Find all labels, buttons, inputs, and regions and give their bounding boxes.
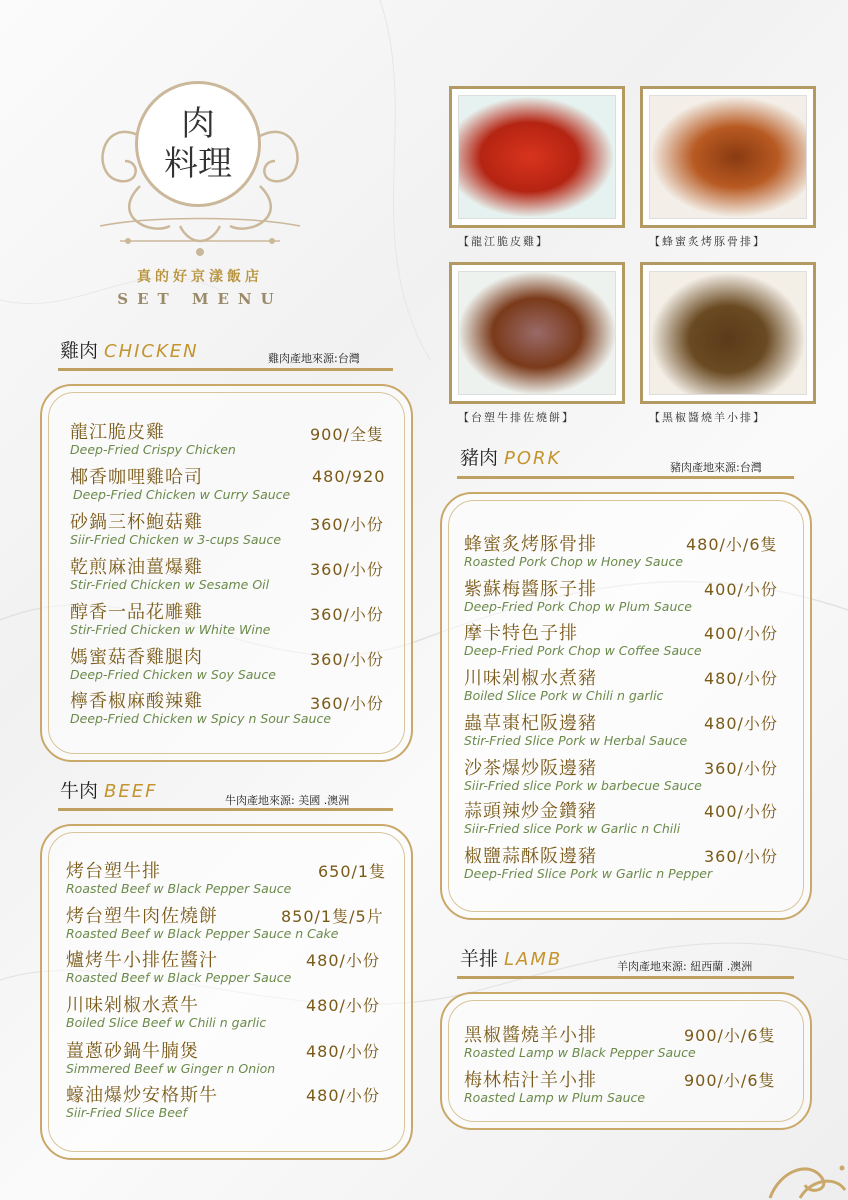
menu-item [464,664,778,703]
item-price: 900/小/6隻 [684,1071,776,1090]
item-name-en: Deep-Fried Chicken w Soy Sauce [70,667,276,682]
item-name-en: Deep-Fried Pork Chop w Plum Sauce [464,599,692,614]
item-name-zh: 椰香咖哩雞哈司 [70,467,203,488]
photo-caption: 【黑椒醬燒羊小排】 [649,411,766,424]
title-line1: 肉 [181,104,215,144]
roast-chicken-photo-icon [458,95,616,219]
section-title-zh: 雞肉 [60,340,99,362]
item-name-zh: 川味剁椒水煮豬 [464,668,597,689]
menu-item [70,508,384,547]
item-name-zh: 椒鹽蒜酥阪邊豬 [464,846,597,867]
origin-note: 牛肉產地來源: 美國 .澳洲 [225,794,350,807]
photo-pork-rib [640,86,816,228]
menu-item [464,619,778,658]
section-heading-chicken [60,336,199,363]
item-name-zh: 蒜頭辣炒金鑽豬 [464,801,597,822]
item-name-en: Roasted Pork Chop w Honey Sauce [464,554,684,569]
item-name-en: Stir-Fried Slice Pork w Herbal Sauce [464,733,688,748]
menu-item [464,1066,776,1105]
pork-rib-photo-icon [649,95,807,219]
title-circle [135,81,261,207]
item-name-zh: 烤台塑牛肉佐燒餅 [66,906,218,927]
photo-beef-steak [449,262,625,404]
menu-item [70,643,384,682]
menu-item [66,857,387,896]
item-name-zh: 黑椒醬燒羊小排 [464,1025,597,1046]
item-name-en: Boiled Slice Pork w Chili n garlic [464,688,664,703]
menu-item [464,797,778,836]
item-price: 360/小份 [704,847,778,866]
item-name-en: Siir-Fried Chicken w 3-cups Sauce [70,532,282,547]
item-name-zh: 薑蔥砂鍋牛腩煲 [66,1041,199,1062]
lamb-menu-frame [440,992,812,1130]
lamb-chop-photo-icon [649,271,807,395]
item-name-en: Roasted Beef w Black Pepper Sauce [66,970,292,985]
item-name-en: Deep-Fried Crispy Chicken [70,442,236,457]
section-heading-beef [60,776,157,803]
item-price: 360/小份 [310,560,384,579]
section-title-en: BEEF [104,781,158,802]
section-heading-lamb [460,944,562,971]
item-name-zh: 蟲草棗杞阪邊豬 [464,713,597,734]
section-title-en: LAMB [504,949,563,970]
menu-item [70,418,384,457]
item-name-en: Deep-Fried Slice Pork w Garlic n Pepper [464,866,713,881]
item-name-zh: 梅林桔汁羊小排 [464,1070,597,1091]
item-name-zh: 摩卡特色子排 [464,623,578,644]
item-name-en: Siir-Fried Slice Beef [66,1105,188,1120]
item-price: 850/1隻/5片 [281,907,384,926]
item-price: 400/小份 [704,624,778,643]
item-name-en: Siir-Fried slice Pork w barbecue Sauce [464,778,702,793]
item-name-zh: 醇香一品花雕雞 [70,602,203,623]
menu-item [464,575,778,614]
item-name-en: Stir-Fried Chicken w White Wine [70,622,271,637]
section-rule [457,476,794,479]
photo-caption: 【台塑牛排佐燒餅】 [458,411,575,424]
item-name-zh: 沙茶爆炒阪邊豬 [464,758,597,779]
item-price: 480/小份 [306,996,380,1015]
item-price: 650/1隻 [318,862,387,881]
section-rule [58,808,393,811]
menu-item [66,946,380,985]
item-name-zh: 川味剁椒水煮牛 [66,995,199,1016]
item-price: 480/小份 [306,1042,380,1061]
section-rule [58,368,393,371]
item-name-en: Boiled Slice Beef w Chili n garlic [66,1015,267,1030]
menu-item [66,902,384,941]
menu-item [66,991,380,1030]
section-title-zh: 牛肉 [60,780,99,802]
section-title-en: CHICKEN [104,341,199,362]
section-title-zh: 豬肉 [460,447,499,469]
item-name-zh: 檸香椒麻酸辣雞 [70,691,203,712]
menu-item [464,709,778,748]
item-price: 400/小份 [704,580,778,599]
item-name-zh: 蠔油爆炒安格斯牛 [66,1085,218,1106]
menu-item [464,1021,776,1060]
menu-item [464,530,778,569]
title-block [60,76,340,316]
item-name-zh: 蜂蜜炙烤豚骨排 [464,534,597,555]
item-name-en: Roasted Beef w Black Pepper Sauce n Cake [66,926,339,941]
item-name-en: Deep-Fried Chicken w Curry Sauce [73,487,291,502]
beef-steak-photo-icon [458,271,616,395]
title-line2: 料理 [164,144,232,184]
item-price: 480/小份 [704,714,778,733]
item-price: 480/小份 [306,951,380,970]
item-name-zh: 烤台塑牛排 [66,861,161,882]
section-title-zh: 羊排 [460,948,499,970]
set-menu-label: SET MENU [117,290,283,308]
menu-item [66,1081,380,1120]
item-price: 360/小份 [310,650,384,669]
item-price: 480/小/6隻 [686,535,778,554]
restaurant-name: 真的好京漾飯店 [137,269,263,285]
item-name-zh: 乾煎麻油薑爆雞 [70,557,203,578]
item-name-zh: 爐烤牛小排佐醬汁 [66,950,218,971]
photo-caption: 【蜂蜜炙烤豚骨排】 [649,235,766,248]
item-name-en: Roasted Lamp w Black Pepper Sauce [464,1045,696,1060]
menu-item [464,842,778,881]
origin-note: 豬肉產地來源:台灣 [670,461,762,474]
menu-item [70,553,384,592]
item-price: 480/920 [312,467,386,486]
section-title-en: PORK [504,448,562,469]
menu-item [70,687,384,726]
item-name-en: Deep-Fried Chicken w Spicy n Sour Sauce [70,711,332,726]
item-name-zh: 紫蘇梅醬豚子排 [464,579,597,600]
item-price: 480/小份 [704,669,778,688]
menu-item [70,598,384,637]
corner-ornament-icon [760,1150,848,1200]
menu-item [70,463,386,502]
item-price: 360/小份 [310,515,384,534]
item-name-en: Siir-Fried slice Pork w Garlic n Chili [464,821,681,836]
photo-lamb-chop [640,262,816,404]
section-heading-pork [460,443,561,470]
item-price: 400/小份 [704,802,778,821]
item-price: 900/全隻 [310,425,384,444]
item-name-zh: 龍江脆皮雞 [70,422,165,443]
item-price: 900/小/6隻 [684,1026,776,1045]
section-rule [457,976,794,979]
menu-item [66,1037,380,1076]
item-name-zh: 砂鍋三杯鮑菇雞 [70,512,203,533]
origin-note: 雞肉產地來源:台灣 [268,352,360,365]
item-name-zh: 媽蜜菇香雞腿肉 [70,647,203,668]
item-price: 360/小份 [310,694,384,713]
menu-item [464,754,778,793]
item-name-en: Roasted Lamp w Plum Sauce [464,1090,646,1105]
item-name-en: Stir-Fried Chicken w Sesame Oil [70,577,270,592]
origin-note: 羊肉產地來源: 紐西蘭 .澳洲 [617,960,753,973]
photo-roast-chicken [449,86,625,228]
item-price: 360/小份 [310,605,384,624]
item-name-en: Roasted Beef w Black Pepper Sauce [66,881,292,896]
item-price: 360/小份 [704,759,778,778]
item-name-en: Simmered Beef w Ginger n Onion [66,1061,276,1076]
item-name-en: Deep-Fried Pork Chop w Coffee Sauce [464,643,702,658]
item-price: 480/小份 [306,1086,380,1105]
photo-caption: 【龍江脆皮雞】 [458,235,549,248]
